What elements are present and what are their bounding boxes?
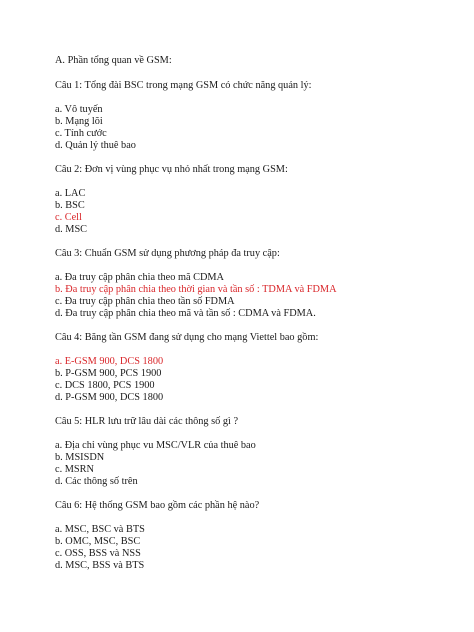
q2-option-a: a. LAC	[55, 188, 86, 199]
question-3: Câu 3: Chuẩn GSM sử dụng phương pháp đa truy cập:	[55, 248, 280, 259]
q3-option-a: a. Đa truy cập phân chia theo mã CDMA	[55, 272, 224, 283]
q6-option-a: a. MSC, BSC và BTS	[55, 524, 145, 535]
q3-option-b-answer: b. Đa truy cập phân chia theo thời gian và tần số : TDMA và FDMA	[55, 284, 337, 295]
question-4: Câu 4: Băng tần GSM đang sử dụng cho mạng Viettel bao gồm:	[55, 332, 319, 343]
q1-option-b: b. Mạng lõi	[55, 116, 103, 127]
q2-option-c-answer: c. Cell	[55, 212, 82, 223]
question-5: Câu 5: HLR lưu trữ lâu dài các thông số gì ?	[55, 416, 239, 427]
q1-option-a: a. Vô tuyến	[55, 104, 103, 115]
question-6: Câu 6: Hệ thống GSM bao gồm các phần hệ nào?	[55, 500, 260, 511]
q3-option-d: d. Đa truy cập phân chia theo mã và tần số : CDMA và FDMA.	[55, 308, 316, 319]
section-title: A. Phần tổng quan về GSM:	[55, 55, 172, 66]
q6-option-d: d. MSC, BSS và BTS	[55, 560, 145, 571]
question-2: Câu 2: Đơn vị vùng phục vụ nhỏ nhất trong mạng GSM:	[55, 164, 288, 175]
q1-option-d: d. Quản lý thuê bao	[55, 140, 136, 151]
q6-option-b: b. OMC, MSC, BSC	[55, 536, 141, 547]
q4-option-c: c. DCS 1800, PCS 1900	[55, 380, 155, 391]
q2-option-b: b. BSC	[55, 200, 85, 211]
q5-option-d: d. Các thông số trên	[55, 476, 138, 487]
q3-option-c: c. Đa truy cập phân chia theo tần số FDMA	[55, 296, 235, 307]
q4-option-a-answer: a. E-GSM 900, DCS 1800	[55, 356, 164, 367]
q2-option-d: d. MSC	[55, 224, 88, 235]
q5-option-b: b. MSISDN	[55, 452, 105, 463]
q5-option-c: c. MSRN	[55, 464, 94, 475]
q6-option-c: c. OSS, BSS và NSS	[55, 548, 141, 559]
q4-option-d: d. P-GSM 900, DCS 1800	[55, 392, 164, 403]
question-1: Câu 1: Tổng đài BSC trong mạng GSM có chức năng quản lý:	[55, 80, 312, 91]
q5-option-a: a. Địa chỉ vùng phục vu MSC/VLR của thuê bao	[55, 440, 256, 451]
q1-option-c: c. Tính cước	[55, 128, 107, 139]
q4-option-b: b. P-GSM 900, PCS 1900	[55, 368, 162, 379]
